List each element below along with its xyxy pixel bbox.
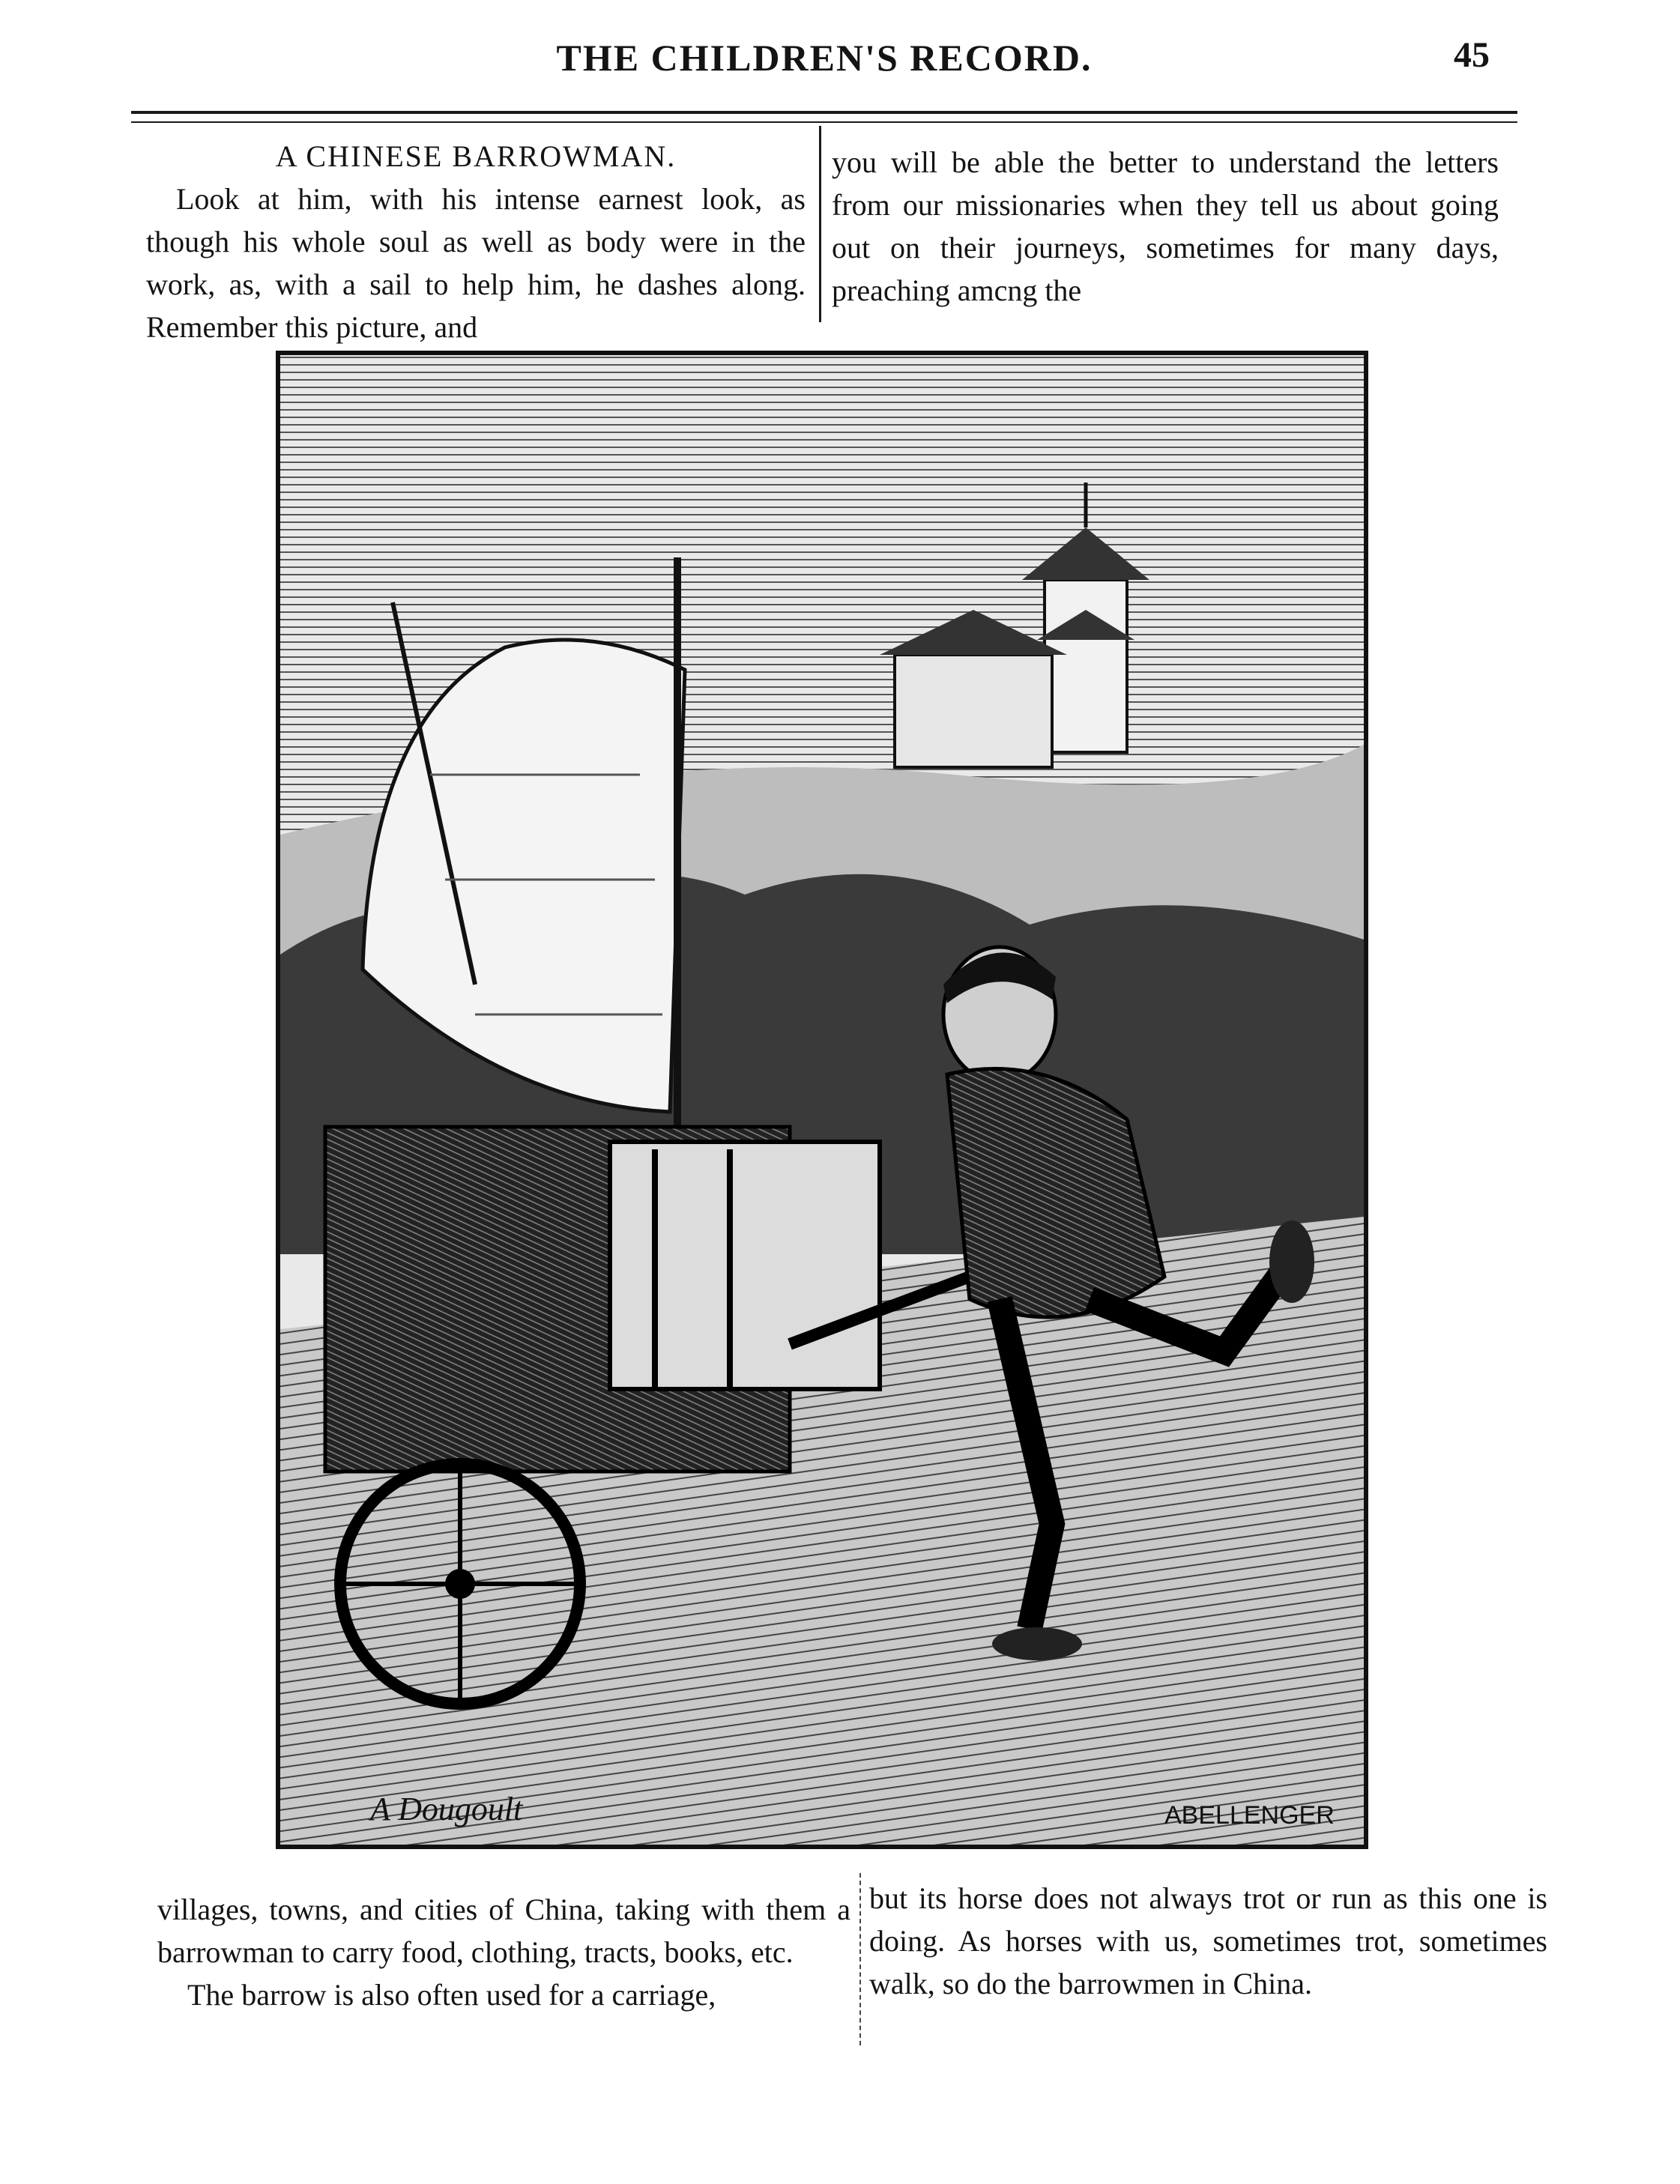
- paragraph-continued: you will be able the better to understand the letters from our missionaries when they tell us about going out on their journeys, sometimes for many days, preaching amcng the: [832, 145, 1499, 307]
- running-title: THE CHILDREN'S RECORD.: [556, 37, 1093, 79]
- header-rule: [131, 111, 1517, 114]
- column-left-bottom: [157, 1888, 850, 2016]
- article-title: A CHINESE BARROWMAN.: [275, 139, 677, 173]
- column-right-bottom: [869, 1877, 1547, 2005]
- column-left-top: [146, 135, 806, 348]
- column-right-top: [832, 141, 1499, 312]
- engraving-svg: [280, 355, 1364, 1845]
- paragraph-villages: villages, towns, and cities of China, taking with them a barrowman to carry food, clothing, tracts, books, etc.: [157, 1893, 850, 1969]
- engraver-signature-right: ABELLENGER: [1164, 1801, 1335, 1830]
- paragraph-barrow-carriage: The barrow is also often used for a carriage,: [187, 1978, 716, 2012]
- paragraph-intro: Look at him, with his intense earnest look, as though his whole soul as well as body were in the work, as, with a sail to help him, he dashes along. Remember this picture, and: [146, 182, 806, 344]
- page-number: 45: [1454, 35, 1490, 75]
- column-divider: [819, 126, 821, 322]
- header-rule-thin: [131, 121, 1517, 123]
- barrowman-illustration: [276, 351, 1368, 1849]
- column-divider-bottom: [859, 1873, 861, 2045]
- engraver-signature-left: A Dougoult: [370, 1791, 523, 1827]
- paragraph-horse: but its horse does not always trot or run as this one is doing. As horses with us, sometimes trot, sometimes walk, so do the barrowmen in China.: [869, 1881, 1547, 2000]
